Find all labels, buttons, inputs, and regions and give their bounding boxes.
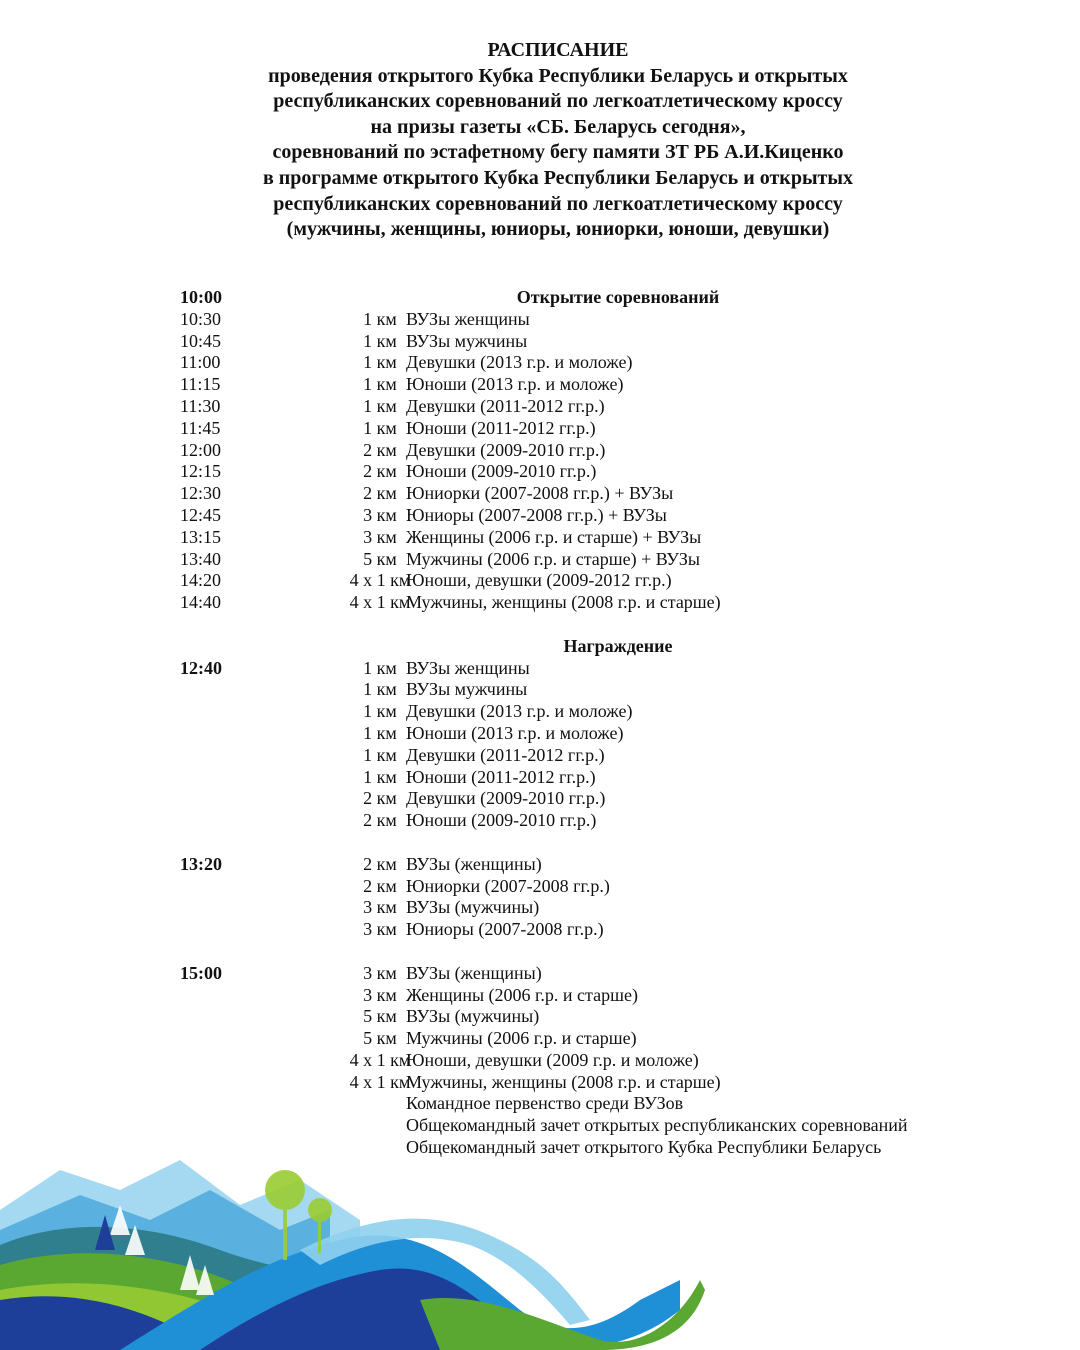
award-row [180,810,1040,832]
race-description: Мужчины, женщины (2008 г.р. и старше) [406,592,721,613]
award-row [180,876,1040,898]
award-description: ВУЗы мужчины [406,679,528,700]
race-distance: 1 км [363,417,397,438]
spacer [180,941,1040,963]
award-distance: 1 км [363,722,397,743]
award-description: Общекомандный зачет открытого Кубка Республики Беларусь [406,1137,882,1158]
race-time: 10:45 [180,330,222,351]
award-distance: 2 км [363,853,397,874]
race-time: 10:30 [180,308,222,329]
race-time: 12:30 [180,483,222,504]
award-distance: 3 км [363,919,397,940]
race-description: Девушки (2013 г.р. и моложе) [406,352,633,373]
award-row [180,767,1040,789]
opening-time: 10:00 [180,287,222,307]
award-description: Женщины (2006 г.р. и старше) [406,984,638,1005]
award-distance: 1 км [363,766,397,787]
award-description: Юноши, девушки (2009 г.р. и моложе) [406,1049,699,1070]
race-distance: 1 км [363,308,397,329]
award-description: Юниорки (2007-2008 гг.р.) [406,875,610,896]
race-time: 12:15 [180,461,222,482]
header-line: соревнований по эстафетному бегу памяти ЗТ РБ А.И.Киценко [272,141,844,164]
race-row [180,570,1040,592]
race-description: ВУЗы мужчины [406,330,528,351]
award-description: ВУЗы женщины [406,657,530,678]
race-description: Юниорки (2007-2008 гг.р.) + ВУЗы [406,483,674,504]
award-distance: 1 км [363,657,397,678]
header-line: республиканских соревнований по легкоатлетическому кроссу [273,90,843,113]
award-description: Командное первенство среди ВУЗов [406,1093,684,1114]
award-distance: 4 х 1 км [349,1049,411,1070]
race-description: Юноши (2011-2012 гг.р.) [406,417,596,438]
award-time: 15:00 [180,962,222,983]
race-description: Девушки (2009-2010 гг.р.) [406,439,606,460]
award-row [180,1072,1040,1094]
race-row [180,483,1040,505]
header-line: в программе открытого Кубка Республики Беларусь и открытых [262,166,853,189]
award-description: Юниоры (2007-2008 гг.р.) [406,919,604,940]
race-description: Юноши (2013 г.р. и моложе) [406,374,624,395]
race-time: 11:15 [180,374,221,395]
race-row [180,309,1040,331]
race-distance: 5 км [363,548,397,569]
race-description: Женщины (2006 г.р. и старше) + ВУЗы [406,526,702,547]
race-row [180,505,1040,527]
award-row [180,1093,1040,1115]
award-distance: 5 км [363,1028,397,1049]
header-line: на призы газеты «СБ. Беларусь сегодня», [370,115,746,138]
race-description: Юноши, девушки (2009-2012 гг.р.) [406,570,672,591]
award-distance: 3 км [363,984,397,1005]
race-distance: 4 х 1 км [349,592,411,613]
race-row [180,549,1040,571]
award-distance: 2 км [363,875,397,896]
race-row [180,440,1040,462]
award-distance: 4 х 1 км [349,1071,411,1092]
award-row [180,963,1040,985]
schedule-table [180,287,1040,1159]
award-time: 13:20 [180,853,222,874]
award-row [180,919,1040,941]
document-header [0,38,1080,243]
race-time: 12:45 [180,504,222,525]
race-distance: 4 х 1 км [349,570,411,591]
race-time: 11:45 [180,417,221,438]
race-description: ВУЗы женщины [406,308,530,329]
awards-title: Награждение [563,635,673,656]
award-distance: 1 км [363,744,397,765]
race-time: 13:40 [180,548,222,569]
award-row [180,679,1040,701]
award-description: ВУЗы (мужчины) [406,1006,540,1027]
award-description: Девушки (2011-2012 гг.р.) [406,744,605,765]
header-line: республиканских соревнований по легкоатлетическому кроссу [273,192,843,215]
race-time: 12:00 [180,439,222,460]
award-row [180,985,1040,1007]
race-time: 11:30 [180,395,221,416]
race-distance: 1 км [363,374,397,395]
award-description: Девушки (2009-2010 гг.р.) [406,788,606,809]
award-distance: 5 км [363,1006,397,1027]
race-distance: 3 км [363,526,397,547]
race-distance: 1 км [363,330,397,351]
race-time: 14:40 [180,592,222,613]
award-description: Общекомандный зачет открытых республиканских соревнований [406,1115,908,1136]
race-row [180,592,1040,614]
header-line: (мужчины, женщины, юниоры, юниорки, юноши, девушки) [286,218,830,241]
race-time: 13:15 [180,526,222,547]
race-description: Юниоры (2007-2008 гг.р.) + ВУЗы [406,504,667,525]
document-title: РАСПИСАНИЕ [487,39,629,61]
race-row [180,352,1040,374]
award-distance: 3 км [363,897,397,918]
award-distance: 3 км [363,962,397,983]
award-distance: 1 км [363,701,397,722]
header-line: проведения открытого Кубка Республики Беларусь и открытых [268,64,848,87]
award-row [180,658,1040,680]
race-row [180,396,1040,418]
race-row [180,418,1040,440]
award-row [180,1050,1040,1072]
race-distance: 2 км [363,461,397,482]
award-distance: 2 км [363,788,397,809]
award-description: ВУЗы (женщины) [406,962,542,983]
race-distance: 2 км [363,483,397,504]
award-description: Юноши (2013 г.р. и моложе) [406,722,624,743]
spacer [180,614,1040,636]
award-description: Мужчины (2006 г.р. и старше) [406,1028,637,1049]
decorative-landscape-artwork [0,1150,720,1350]
award-row [180,1115,1040,1137]
race-description: Девушки (2011-2012 гг.р.) [406,395,605,416]
awards-heading-row [180,636,1040,658]
race-row [180,461,1040,483]
opening-row [180,287,1040,309]
award-row [180,854,1040,876]
award-row [180,1028,1040,1050]
race-time: 14:20 [180,570,222,591]
award-description: Мужчины, женщины (2008 г.р. и старше) [406,1071,721,1092]
award-row [180,788,1040,810]
race-distance: 1 км [363,352,397,373]
race-distance: 2 км [363,439,397,460]
race-description: Юноши (2009-2010 гг.р.) [406,461,597,482]
spacer [180,832,1040,854]
race-distance: 1 км [363,395,397,416]
race-row [180,331,1040,353]
award-description: Девушки (2013 г.р. и моложе) [406,701,633,722]
award-row [180,897,1040,919]
award-row [180,1006,1040,1028]
race-distance: 3 км [363,504,397,525]
award-row [180,745,1040,767]
race-row [180,374,1040,396]
award-description: ВУЗы (женщины) [406,853,542,874]
award-description: ВУЗы (мужчины) [406,897,540,918]
race-time: 11:00 [180,352,221,373]
award-description: Юноши (2009-2010 гг.р.) [406,810,597,831]
award-distance: 2 км [363,810,397,831]
award-row [180,723,1040,745]
award-row [180,701,1040,723]
opening-title: Открытие соревнований [516,287,720,307]
award-time: 12:40 [180,657,222,678]
award-distance: 1 км [363,679,397,700]
race-row [180,527,1040,549]
award-description: Юноши (2011-2012 гг.р.) [406,766,596,787]
race-description: Мужчины (2006 г.р. и старше) + ВУЗы [406,548,700,569]
